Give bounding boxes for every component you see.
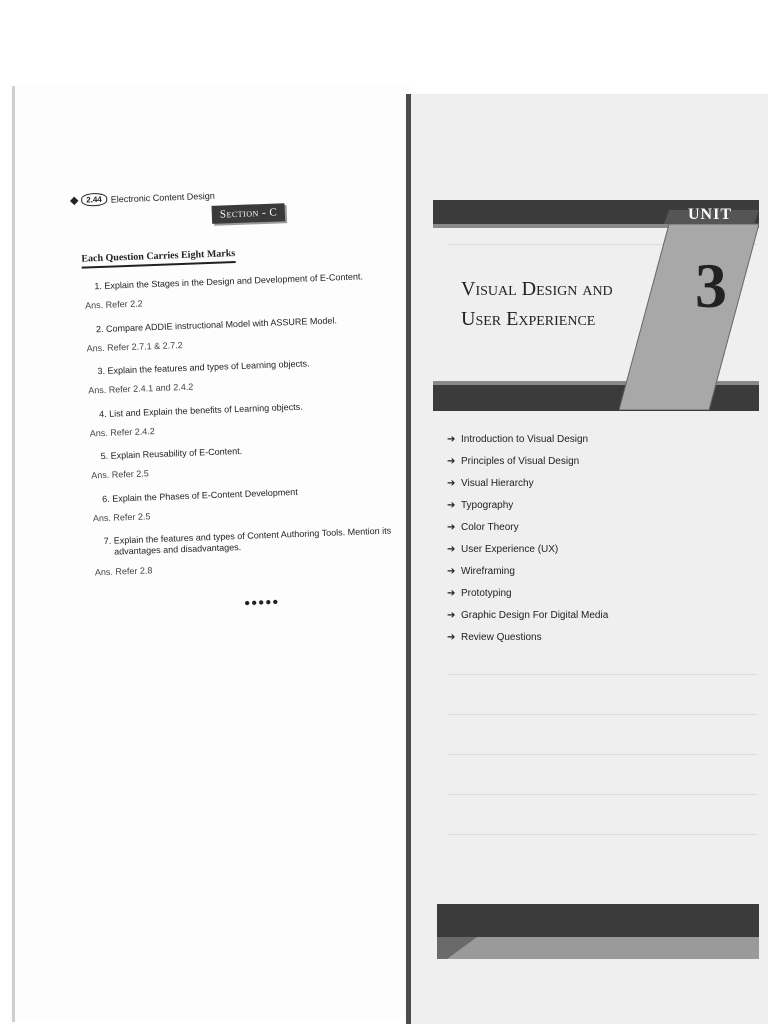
- arrow-right-icon: ➔: [447, 587, 456, 599]
- bottom-band-graphic: [437, 904, 759, 959]
- unit-title: [461, 274, 613, 334]
- faint-line: [447, 674, 757, 675]
- answer-reference: Ans. Refer 2.2: [84, 298, 143, 311]
- question-text: Explain the features and types of Content Authoring Tools. Mention its advantages and disadvantages.: [113, 525, 392, 557]
- topic-label: User Experience (UX): [461, 543, 559, 555]
- question-item: [100, 439, 420, 462]
- topic-label: Review Questions: [461, 631, 542, 643]
- topic-label: Introduction to Visual Design: [461, 433, 589, 445]
- arrow-right-icon: ➔: [447, 565, 456, 577]
- faint-line: [447, 754, 757, 755]
- diamond-icon: [70, 196, 78, 204]
- question-number: 5.: [100, 450, 109, 462]
- question-item: [101, 482, 422, 505]
- question-list: [84, 270, 425, 591]
- page-header: [71, 189, 215, 207]
- question-number: 3.: [97, 365, 106, 377]
- question-item: [95, 312, 416, 335]
- arrow-right-icon: ➔: [447, 521, 456, 533]
- question-number: 6.: [101, 493, 110, 504]
- question-number: 4.: [98, 408, 107, 419]
- arrow-right-icon: ➔: [447, 499, 456, 511]
- arrow-right-icon: ➔: [447, 433, 456, 445]
- question-item: [97, 354, 417, 377]
- answer-reference: Ans. Refer 2.4.1 and 2.4.2: [88, 381, 194, 396]
- topic-label: Typography: [461, 499, 514, 511]
- topic-item: [447, 450, 608, 472]
- topic-label: Wireframing: [461, 565, 515, 577]
- answer-reference: Ans. Refer 2.5: [91, 468, 150, 481]
- end-marker: ●●●●●: [243, 596, 280, 609]
- faint-line: [447, 714, 757, 715]
- topic-item: [447, 494, 608, 516]
- book-title: Electronic Content Design: [110, 190, 215, 205]
- question-text: Explain the features and types of Learning objects.: [107, 358, 310, 376]
- right-page: [406, 94, 768, 1024]
- unit-label: UNIT: [687, 206, 732, 223]
- topic-item: [447, 626, 608, 648]
- topic-item: [447, 472, 608, 494]
- unit-title-line-2: User Experience: [461, 308, 596, 330]
- faint-line: [447, 794, 757, 795]
- topic-item: [447, 538, 608, 560]
- question-text: Explain Reusability of E-Content.: [110, 445, 243, 461]
- answer-reference: Ans. Refer 2.8: [94, 564, 153, 577]
- arrow-right-icon: ➔: [447, 543, 456, 555]
- topic-item: [447, 428, 608, 450]
- question-item: [98, 397, 419, 420]
- arrow-right-icon: ➔: [447, 609, 456, 621]
- question-text: Explain the Stages in the Design and Development of E-Content.: [104, 271, 364, 291]
- arrow-right-icon: ➔: [447, 455, 456, 467]
- answer-reference: Ans. Refer 2.4.2: [89, 425, 155, 439]
- topic-list: [447, 428, 608, 648]
- answer-reference: Ans. Refer 2.5: [92, 511, 151, 524]
- question-number: 7.: [103, 535, 112, 547]
- answer-reference: Ans. Refer 2.7.1 & 2.7.2: [86, 339, 183, 354]
- unit-number: 3: [695, 250, 727, 321]
- topic-label: Visual Hierarchy: [461, 477, 534, 489]
- question-text: Explain the Phases of E-Content Development: [112, 486, 298, 504]
- section-heading: Section - C: [212, 203, 286, 224]
- topic-label: Principles of Visual Design: [461, 455, 580, 467]
- topic-item: [447, 604, 608, 626]
- arrow-right-icon: ➔: [447, 477, 456, 489]
- topic-label: Graphic Design For Digital Media: [461, 609, 609, 621]
- topic-item: [447, 582, 608, 604]
- question-number: 2.: [95, 323, 104, 334]
- question-text: Compare ADDIE instructional Model with ASSURE Model.: [105, 314, 338, 334]
- question-item: [94, 270, 414, 293]
- page-number: 2.44: [81, 193, 107, 207]
- arrow-right-icon: ➔: [447, 631, 456, 643]
- left-page: [12, 86, 413, 1022]
- question-number: 1.: [94, 280, 103, 292]
- question-text: List and Explain the benefits of Learning objects.: [108, 401, 303, 419]
- topic-item: [447, 516, 608, 538]
- faint-line: [447, 834, 757, 835]
- topic-item: [447, 560, 608, 582]
- topic-label: Color Theory: [461, 521, 519, 533]
- left-page-content: [15, 71, 447, 1021]
- subheading: Each Question Carries Eight Marks: [81, 248, 235, 269]
- topic-label: Prototyping: [461, 587, 512, 599]
- unit-title-line-1: Visual Design and: [461, 278, 613, 300]
- question-item: [103, 524, 425, 558]
